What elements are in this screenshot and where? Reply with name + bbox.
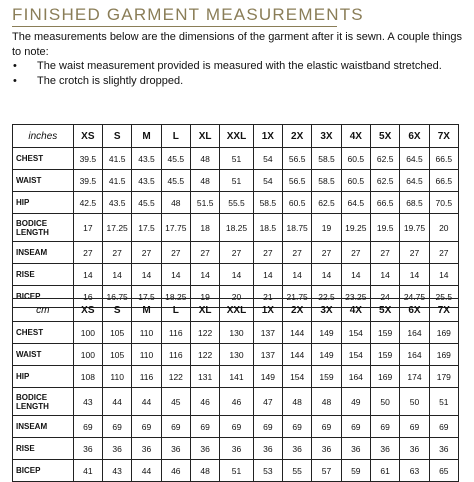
size-header: 7X xyxy=(429,299,458,322)
measurement-cell: 20 xyxy=(220,286,253,308)
measurement-cell: 44 xyxy=(132,460,161,482)
measurement-cell: 14 xyxy=(220,264,253,286)
size-header: 2X xyxy=(283,125,312,148)
measurement-cell: 43 xyxy=(103,460,132,482)
size-header: L xyxy=(161,299,190,322)
table-row xyxy=(13,438,459,460)
measurement-cell: 100 xyxy=(73,322,102,344)
size-header: XXL xyxy=(220,299,253,322)
row-label: CHEST xyxy=(13,148,74,170)
measurement-cell: 23.25 xyxy=(341,286,370,308)
note-text: The waist measurement provided is measured with the elastic waistband stretched. xyxy=(37,60,442,72)
measurement-cell: 60.5 xyxy=(341,148,370,170)
measurement-cell: 105 xyxy=(103,344,132,366)
measurement-cell: 14 xyxy=(283,264,312,286)
table-header-row xyxy=(13,125,459,148)
measurement-cell: 27 xyxy=(283,242,312,264)
measurement-cell: 69 xyxy=(103,416,132,438)
size-header: 3X xyxy=(312,299,341,322)
page-title: FINISHED GARMENT MEASUREMENTS xyxy=(12,5,364,24)
measurement-cell: 154 xyxy=(283,366,312,388)
measurement-cell: 179 xyxy=(429,366,458,388)
measurement-cell: 27 xyxy=(429,242,458,264)
measurement-cell: 14 xyxy=(429,264,458,286)
size-header: XL xyxy=(190,299,219,322)
measurement-cell: 41 xyxy=(73,460,102,482)
measurement-cell: 58.5 xyxy=(253,192,282,214)
measurement-cell: 164 xyxy=(400,344,429,366)
table-row xyxy=(13,460,459,482)
measurement-cell: 51 xyxy=(220,148,253,170)
measurement-cell: 43 xyxy=(73,388,102,416)
measurement-cell: 169 xyxy=(429,322,458,344)
measurement-cell: 116 xyxy=(132,366,161,388)
measurement-cell: 54 xyxy=(253,148,282,170)
measurement-cell: 27 xyxy=(341,242,370,264)
inches-measurement-table xyxy=(12,124,459,308)
measurement-cell: 27 xyxy=(220,242,253,264)
measurement-cell: 18 xyxy=(190,214,219,242)
measurement-cell: 36 xyxy=(190,438,219,460)
measurement-cell: 60.5 xyxy=(283,192,312,214)
measurement-cell: 66.5 xyxy=(429,148,458,170)
row-label: WAIST xyxy=(13,344,74,366)
row-label: CHEST xyxy=(13,322,74,344)
size-header: S xyxy=(103,125,132,148)
measurement-cell: 59 xyxy=(341,460,370,482)
measurement-cell: 144 xyxy=(283,322,312,344)
measurement-cell: 64.5 xyxy=(400,170,429,192)
measurement-cell: 122 xyxy=(161,366,190,388)
measurement-cell: 42.5 xyxy=(73,192,102,214)
row-label: HIP xyxy=(13,366,74,388)
measurement-cell: 122 xyxy=(190,322,219,344)
measurement-cell: 141 xyxy=(220,366,253,388)
size-header: 6X xyxy=(400,299,429,322)
measurement-cell: 174 xyxy=(400,366,429,388)
row-label: RISE xyxy=(13,264,74,286)
size-header: M xyxy=(132,299,161,322)
measurement-cell: 69 xyxy=(190,416,219,438)
measurement-cell: 20 xyxy=(429,214,458,242)
measurement-cell: 17.5 xyxy=(132,214,161,242)
measurement-cell: 54 xyxy=(253,170,282,192)
measurement-cell: 149 xyxy=(312,344,341,366)
measurement-cell: 14 xyxy=(132,264,161,286)
measurement-cell: 36 xyxy=(103,438,132,460)
measurement-cell: 36 xyxy=(283,438,312,460)
measurement-cell: 50 xyxy=(400,388,429,416)
measurement-cell: 45.5 xyxy=(161,170,190,192)
measurement-cell: 130 xyxy=(220,344,253,366)
measurement-cell: 17.5 xyxy=(132,286,161,308)
measurement-cell: 36 xyxy=(341,438,370,460)
measurement-cell: 45.5 xyxy=(132,192,161,214)
measurement-cell: 159 xyxy=(370,322,399,344)
measurement-cell: 46 xyxy=(190,388,219,416)
measurement-cell: 64.5 xyxy=(341,192,370,214)
measurement-cell: 48 xyxy=(190,170,219,192)
measurement-cell: 55 xyxy=(283,460,312,482)
measurement-cell: 149 xyxy=(253,366,282,388)
row-label: BICEP xyxy=(13,460,74,482)
intro-text: The measurements below are the dimensions of the garment after it is sewn. A couple things to note: xyxy=(12,31,463,58)
size-header: M xyxy=(132,125,161,148)
measurement-cell: 53 xyxy=(253,460,282,482)
measurement-cell: 27 xyxy=(161,242,190,264)
measurement-cell: 57 xyxy=(312,460,341,482)
measurement-cell: 131 xyxy=(190,366,219,388)
measurement-cell: 21.75 xyxy=(283,286,312,308)
measurement-cell: 56.5 xyxy=(283,170,312,192)
row-label: RISE xyxy=(13,438,74,460)
measurement-cell: 65 xyxy=(429,460,458,482)
measurement-cell: 108 xyxy=(73,366,102,388)
measurement-cell: 51 xyxy=(429,388,458,416)
measurement-cell: 144 xyxy=(283,344,312,366)
measurement-cell: 69 xyxy=(283,416,312,438)
table-row xyxy=(13,242,459,264)
measurement-cell: 44 xyxy=(132,388,161,416)
measurement-cell: 27 xyxy=(190,242,219,264)
size-header: S xyxy=(103,299,132,322)
measurement-cell: 51 xyxy=(220,170,253,192)
table-row xyxy=(13,344,459,366)
measurement-cell: 62.5 xyxy=(370,170,399,192)
measurement-cell: 24.75 xyxy=(400,286,429,308)
title-underline xyxy=(12,26,337,27)
row-label: INSEAM xyxy=(13,416,74,438)
measurement-cell: 110 xyxy=(132,322,161,344)
measurement-cell: 25.5 xyxy=(429,286,458,308)
size-header: XXL xyxy=(220,125,253,148)
table-row xyxy=(13,214,459,242)
size-header: 5X xyxy=(370,299,399,322)
measurement-cell: 159 xyxy=(312,366,341,388)
measurement-cell: 159 xyxy=(370,344,399,366)
measurement-cell: 69 xyxy=(161,416,190,438)
table-header-row xyxy=(13,299,459,322)
bullet-icon: • xyxy=(13,60,17,72)
row-label: INSEAM xyxy=(13,242,74,264)
measurement-cell: 69 xyxy=(132,416,161,438)
measurement-cell: 18.75 xyxy=(283,214,312,242)
table-row xyxy=(13,416,459,438)
measurement-cell: 41.5 xyxy=(103,148,132,170)
measurement-cell: 50 xyxy=(370,388,399,416)
size-header: XS xyxy=(73,125,102,148)
cm-measurement-table xyxy=(12,298,459,482)
measurement-cell: 27 xyxy=(253,242,282,264)
table-row xyxy=(13,148,459,170)
size-header: 7X xyxy=(429,125,458,148)
measurement-cell: 36 xyxy=(312,438,341,460)
measurement-cell: 14 xyxy=(190,264,219,286)
size-header: 4X xyxy=(341,125,370,148)
measurement-cell: 169 xyxy=(429,344,458,366)
measurement-cell: 69 xyxy=(370,416,399,438)
measurement-cell: 17.25 xyxy=(103,214,132,242)
measurement-cell: 17.75 xyxy=(161,214,190,242)
measurement-cell: 27 xyxy=(312,242,341,264)
measurement-cell: 164 xyxy=(341,366,370,388)
measurement-cell: 14 xyxy=(103,264,132,286)
measurement-cell: 69 xyxy=(312,416,341,438)
measurement-cell: 110 xyxy=(103,366,132,388)
measurement-cell: 48 xyxy=(312,388,341,416)
size-header: 6X xyxy=(400,125,429,148)
measurement-cell: 22.5 xyxy=(312,286,341,308)
measurement-cell: 48 xyxy=(283,388,312,416)
measurement-cell: 36 xyxy=(370,438,399,460)
measurement-cell: 14 xyxy=(400,264,429,286)
size-header: XS xyxy=(73,299,102,322)
intro-section xyxy=(12,30,468,88)
measurement-cell: 16.75 xyxy=(103,286,132,308)
measurement-cell: 36 xyxy=(161,438,190,460)
measurement-cell: 60.5 xyxy=(341,170,370,192)
measurement-cell: 51 xyxy=(220,460,253,482)
measurement-cell: 46 xyxy=(220,388,253,416)
measurement-cell: 149 xyxy=(312,322,341,344)
measurement-cell: 130 xyxy=(220,322,253,344)
measurement-cell: 14 xyxy=(73,264,102,286)
table-row xyxy=(13,322,459,344)
measurement-cell: 154 xyxy=(341,344,370,366)
measurement-cell: 36 xyxy=(253,438,282,460)
measurement-cell: 18.5 xyxy=(253,214,282,242)
measurement-cell: 116 xyxy=(161,322,190,344)
measurement-cell: 64.5 xyxy=(400,148,429,170)
measurement-cell: 16 xyxy=(73,286,102,308)
measurement-cell: 62.5 xyxy=(370,148,399,170)
measurement-cell: 70.5 xyxy=(429,192,458,214)
measurement-cell: 164 xyxy=(400,322,429,344)
table-row xyxy=(13,264,459,286)
measurement-cell: 41.5 xyxy=(103,170,132,192)
measurement-cell: 116 xyxy=(161,344,190,366)
measurement-cell: 18.25 xyxy=(161,286,190,308)
measurement-cell: 69 xyxy=(73,416,102,438)
measurement-cell: 18.25 xyxy=(220,214,253,242)
measurement-cell: 49 xyxy=(341,388,370,416)
notes-list xyxy=(12,59,468,88)
measurement-cell: 169 xyxy=(370,366,399,388)
measurement-cell: 36 xyxy=(429,438,458,460)
table-row xyxy=(13,192,459,214)
measurement-cell: 19.25 xyxy=(341,214,370,242)
measurement-cell: 27 xyxy=(73,242,102,264)
measurement-cell: 69 xyxy=(253,416,282,438)
measurement-cell: 43.5 xyxy=(132,170,161,192)
size-header: 4X xyxy=(341,299,370,322)
measurement-cell: 24 xyxy=(370,286,399,308)
size-header: 2X xyxy=(283,299,312,322)
row-label: BICEP xyxy=(13,286,74,308)
measurement-cell: 55.5 xyxy=(220,192,253,214)
measurement-cell: 47 xyxy=(253,388,282,416)
measurement-cell: 43.5 xyxy=(103,192,132,214)
measurement-cell: 14 xyxy=(370,264,399,286)
measurement-cell: 69 xyxy=(341,416,370,438)
note-item xyxy=(12,74,468,89)
measurement-cell: 46 xyxy=(161,460,190,482)
measurement-cell: 36 xyxy=(220,438,253,460)
note-item xyxy=(12,59,468,74)
measurement-cell: 48 xyxy=(190,460,219,482)
measurement-cell: 62.5 xyxy=(312,192,341,214)
row-label: BODICE LENGTH xyxy=(13,214,74,242)
measurement-cell: 45 xyxy=(161,388,190,416)
measurement-cell: 66.5 xyxy=(429,170,458,192)
measurement-cell: 14 xyxy=(312,264,341,286)
measurement-cell: 58.5 xyxy=(312,148,341,170)
measurement-cell: 14 xyxy=(253,264,282,286)
measurement-cell: 17 xyxy=(73,214,102,242)
measurement-cell: 27 xyxy=(103,242,132,264)
row-label: BODICE LENGTH xyxy=(13,388,74,416)
measurement-cell: 19 xyxy=(312,214,341,242)
measurement-cell: 14 xyxy=(161,264,190,286)
size-header: 5X xyxy=(370,125,399,148)
size-header: XL xyxy=(190,125,219,148)
measurement-cell: 27 xyxy=(132,242,161,264)
measurement-cell: 19.75 xyxy=(400,214,429,242)
unit-label: inches xyxy=(13,125,74,148)
size-header: 1X xyxy=(253,125,282,148)
measurement-cell: 19.5 xyxy=(370,214,399,242)
measurement-cell: 48 xyxy=(161,192,190,214)
measurement-cell: 51.5 xyxy=(190,192,219,214)
measurement-cell: 69 xyxy=(400,416,429,438)
measurement-cell: 27 xyxy=(400,242,429,264)
measurement-cell: 69 xyxy=(220,416,253,438)
size-header: 1X xyxy=(253,299,282,322)
measurement-cell: 122 xyxy=(190,344,219,366)
measurement-cell: 39.5 xyxy=(73,170,102,192)
measurement-cell: 45.5 xyxy=(161,148,190,170)
row-label: WAIST xyxy=(13,170,74,192)
measurement-cell: 68.5 xyxy=(400,192,429,214)
unit-label: cm xyxy=(13,299,74,322)
table-row xyxy=(13,366,459,388)
measurement-cell: 63 xyxy=(400,460,429,482)
table-row xyxy=(13,388,459,416)
measurement-cell: 105 xyxy=(103,322,132,344)
measurement-cell: 154 xyxy=(341,322,370,344)
measurement-cell: 39.5 xyxy=(73,148,102,170)
measurement-cell: 36 xyxy=(73,438,102,460)
measurement-cell: 137 xyxy=(253,344,282,366)
row-label: HIP xyxy=(13,192,74,214)
measurement-cell: 56.5 xyxy=(283,148,312,170)
measurement-cell: 44 xyxy=(103,388,132,416)
measurement-cell: 19 xyxy=(190,286,219,308)
size-header: L xyxy=(161,125,190,148)
measurement-cell: 137 xyxy=(253,322,282,344)
measurement-cell: 36 xyxy=(132,438,161,460)
measurement-cell: 43.5 xyxy=(132,148,161,170)
measurement-cell: 110 xyxy=(132,344,161,366)
measurement-cell: 36 xyxy=(400,438,429,460)
measurement-cell: 69 xyxy=(429,416,458,438)
measurement-cell: 21 xyxy=(253,286,282,308)
size-header: 3X xyxy=(312,125,341,148)
measurement-cell: 61 xyxy=(370,460,399,482)
measurement-cell: 27 xyxy=(370,242,399,264)
measurement-cell: 48 xyxy=(190,148,219,170)
note-text: The crotch is slightly dropped. xyxy=(37,74,184,87)
measurement-cell: 66.5 xyxy=(370,192,399,214)
measurement-cell: 100 xyxy=(73,344,102,366)
table-row xyxy=(13,170,459,192)
bullet-icon: • xyxy=(13,74,17,87)
measurement-cell: 14 xyxy=(341,264,370,286)
measurement-cell: 58.5 xyxy=(312,170,341,192)
